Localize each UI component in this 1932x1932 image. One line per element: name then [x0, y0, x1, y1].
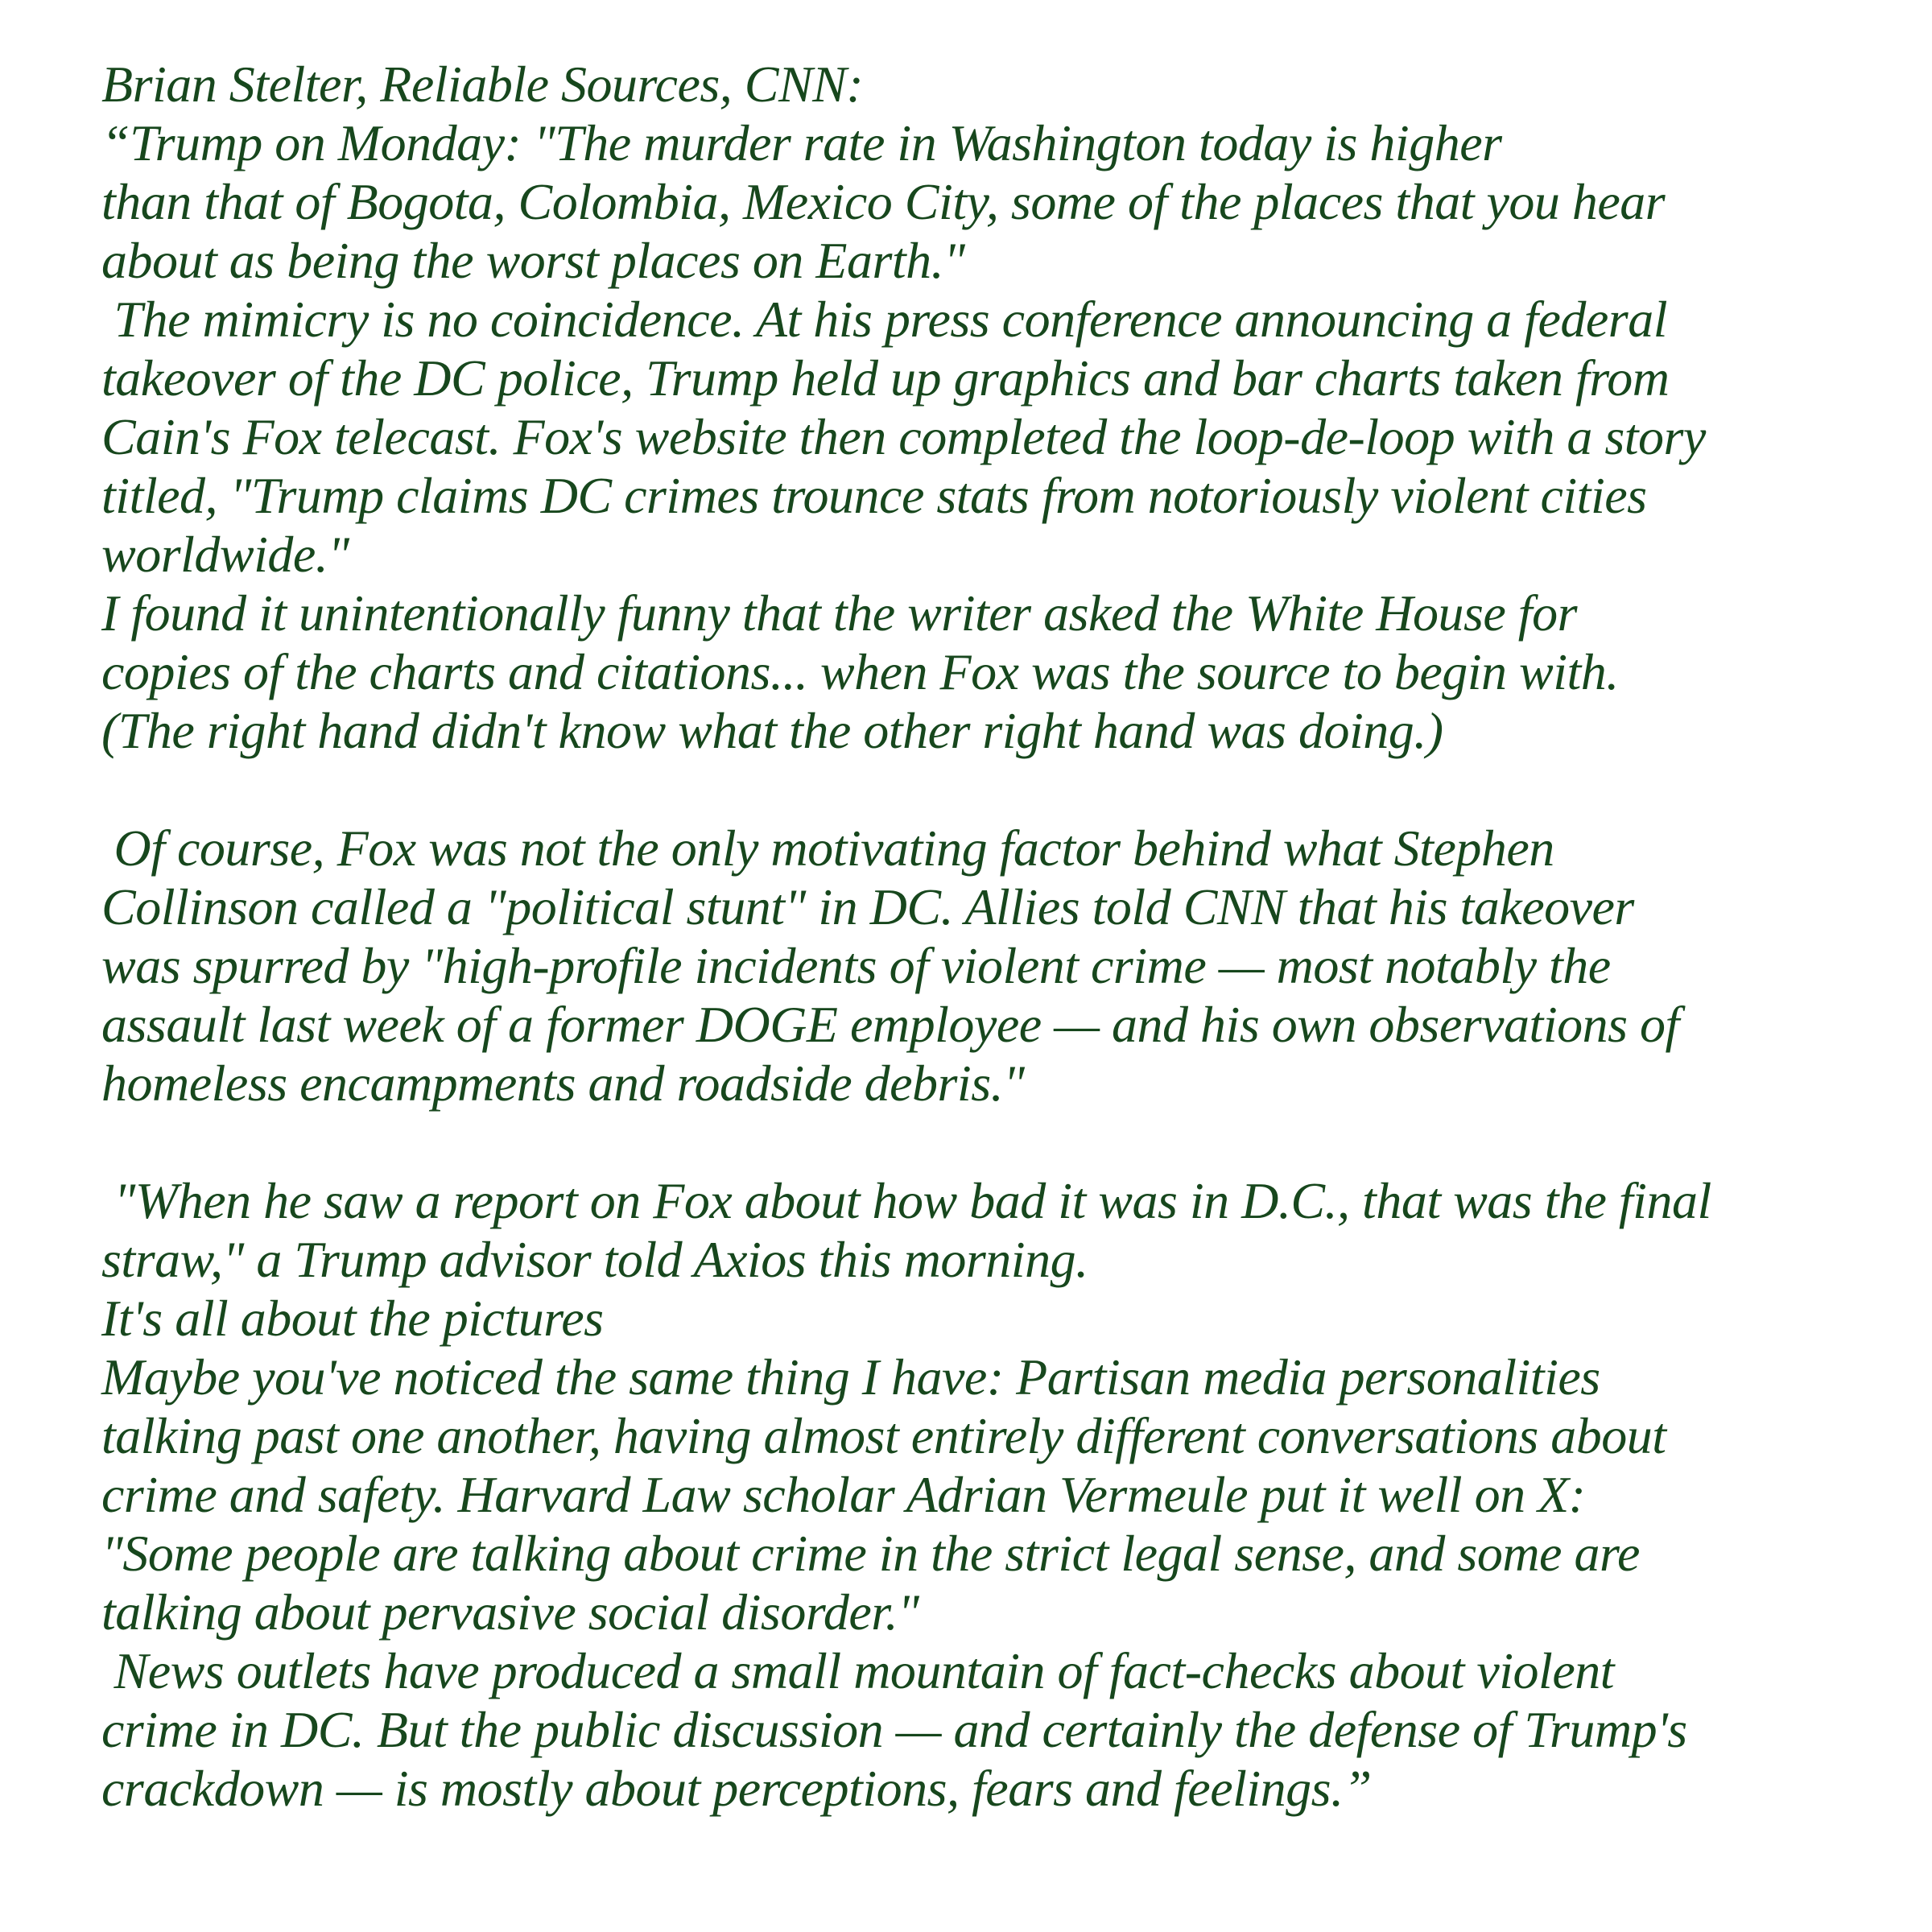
text-line: assault last week of a former DOGE employee — and his own observations of [101, 996, 1679, 1053]
text-line: "Some people are talking about crime in the strict legal sense, and some are [101, 1525, 1640, 1582]
text-line: "When he saw a report on Fox about how bad it was in D.C., that was the final [101, 1172, 1711, 1229]
text-line: about as being the worst places on Earth." [101, 232, 965, 289]
text-line: talking past one another, having almost entirely different conversations about [101, 1407, 1666, 1464]
text-line: “Trump on Monday: "The murder rate in Washington today is higher [101, 114, 1502, 171]
text-line: worldwide." [101, 526, 349, 583]
text-line: crackdown — is mostly about perceptions, fears and feelings.” [101, 1760, 1372, 1817]
text-line: straw," a Trump advisor told Axios this morning. [101, 1231, 1088, 1288]
text-line [101, 760, 1884, 819]
text-line: was spurred by "high-profile incidents of violent crime — most notably the [101, 937, 1611, 994]
text-line: The mimicry is no coincidence. At his press conference announcing a federal [101, 291, 1667, 348]
text-line: homeless encampments and roadside debris." [101, 1055, 1025, 1112]
text-line: It's all about the pictures [101, 1290, 604, 1347]
text-line: crime in DC. But the public discussion — and certainly the defense of Trump's [101, 1701, 1687, 1758]
text-line: Of course, Fox was not the only motivating factor behind what Stephen [101, 819, 1554, 877]
text-line: I found it unintentionally funny that the writer asked the White House for [101, 584, 1577, 642]
text-line: takeover of the DC police, Trump held up graphics and bar charts taken from [101, 349, 1670, 407]
text-line: copies of the charts and citations... when Fox was the source to begin with. [101, 643, 1619, 700]
text-line: News outlets have produced a small mountain of fact-checks about violent [101, 1642, 1614, 1699]
text-line [101, 1113, 1884, 1171]
text-line: crime and safety. Harvard Law scholar Adrian Vermeule put it well on X: [101, 1466, 1586, 1523]
text-line: (The right hand didn't know what the other right hand was doing.) [101, 702, 1443, 759]
text-line: Cain's Fox telecast. Fox's website then completed the loop-de-loop with a story [101, 408, 1706, 465]
text-line: Brian Stelter, Reliable Sources, CNN: [101, 56, 864, 113]
text-line: titled, "Trump claims DC crimes trounce stats from notoriously violent cities [101, 467, 1647, 524]
text-line: talking about pervasive social disorder." [101, 1583, 919, 1641]
quoted-article-text [101, 55, 1884, 1818]
text-line: than that of Bogota, Colombia, Mexico City, some of the places that you hear [101, 173, 1666, 230]
text-line: Collinson called a "political stunt" in DC. Allies told CNN that his takeover [101, 878, 1634, 935]
text-line: Maybe you've noticed the same thing I have: Partisan media personalities [101, 1348, 1600, 1406]
